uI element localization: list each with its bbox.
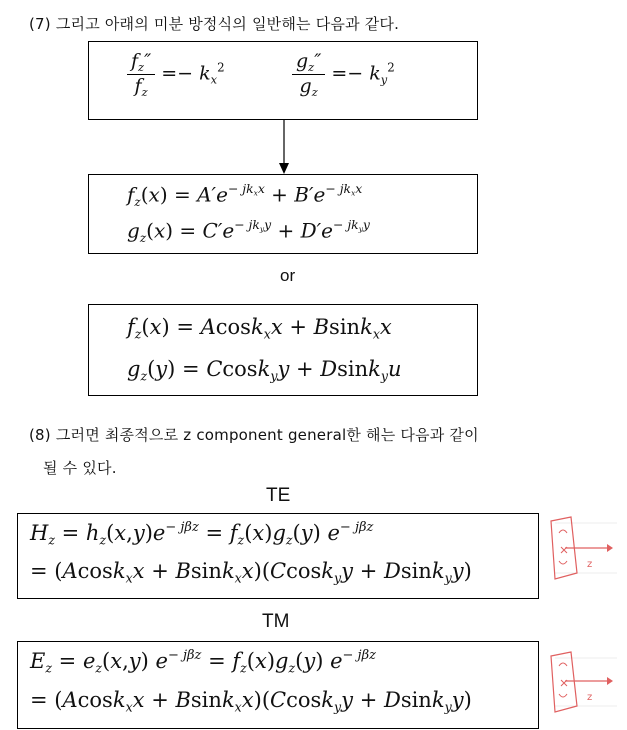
down-arrow-icon [276,119,292,175]
svg-text:z: z [587,692,593,703]
tm-equation-box [17,641,539,729]
equation-gz-trig: $g_z(y) = Ccosk_yy + Dsink_yu$ [127,357,402,384]
equation-gz-ode: $\frac{g_z''}{g_z}$ =− $k_y^2$ [292,50,395,99]
trig-solution-box [88,304,478,396]
equation-ez: $E_z = e_z(x,y) e^{- j\beta z} = f_z(x)g_z(y)$ $e^{- j\beta z}$ [30,648,376,676]
diff-eq-box [88,41,478,120]
equation-hz: $H_z = h_z(x,y)e^{- j\beta z} = f_z(x)g_z(y)$ $e^{- j\beta z}$ [30,520,374,548]
equation-hz-expanded: = (Acosk$_x$x + Bsink$_x$x)(Ccosk$_y$y + Dsink$_y$y) [30,559,472,586]
step8-line1: (8) 그러면 최종적으로 z component general한 해는 다음과 같이 [29,426,479,444]
te-equation-box [17,513,539,599]
step8-line2: 될 수 있다. [43,459,117,477]
waveguide-te-sketch [541,513,617,585]
equation-gz-exp: $g_z(x) = C'e^{- jk_yy} + D'e^{- jk_yy}$ [127,217,370,245]
tm-label: TM [262,611,290,632]
step7-text: (7) 그리고 아래의 미분 방정식의 일반해는 다음과 같다. [29,15,400,33]
equation-fz-trig: $f_z(x) = Acosk_xx + Bsink_xx$ [127,315,392,342]
svg-text:z: z [587,559,593,570]
or-connector: or [280,266,296,285]
te-label: TE [266,485,291,506]
equation-fz-exp: $f_z(x) = A'e^{- jk_xx} + B'e^{- jk_xx}$ [127,181,363,209]
waveguide-tm-sketch [541,650,617,716]
equation-fz-ode: $\frac{f_z''}{f_z}$ =− $k_x^2$ [127,50,225,99]
exp-solution-box [88,174,478,254]
equation-ez-expanded: = (Acosk$_x$x + Bsink$_x$x)(Ccosk$_y$y + Dsink$_y$y) [30,688,472,715]
